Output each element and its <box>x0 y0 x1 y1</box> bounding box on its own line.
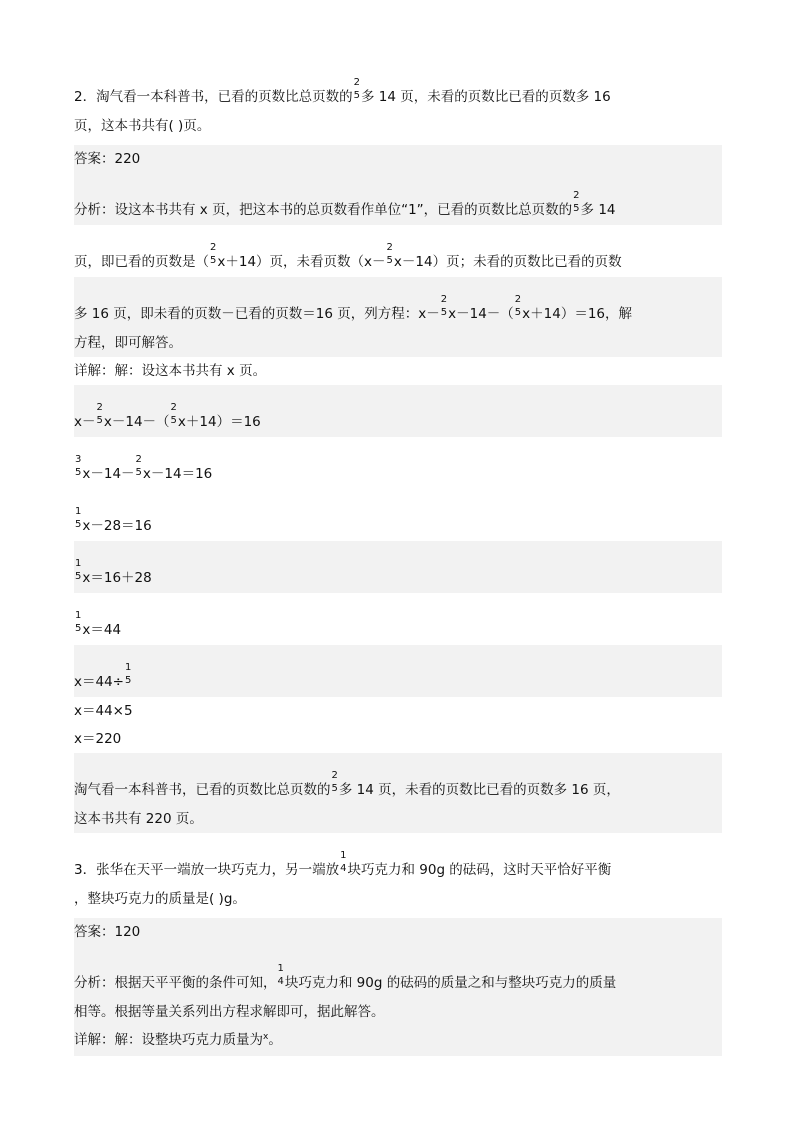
document-page <box>74 60 722 1056</box>
text: x－14）页；未看的页数比已看的页数 <box>393 254 622 270</box>
text: x＋14）页，未看页数（x－ <box>217 254 386 270</box>
fraction-two-fifths: 2 5 <box>440 294 448 318</box>
text: 多 14 页，未看的页数比已看的页数多 16 页， <box>338 782 620 798</box>
question-2-line-2: 页，这本书共有( )页。 <box>74 118 211 134</box>
text: x－ <box>74 414 96 430</box>
equation-step-1 <box>74 385 722 437</box>
equation-step-3 <box>74 489 722 541</box>
analysis-line-4: 方程，即可解答。 <box>74 329 722 357</box>
text: 页，即已看的页数是（ <box>74 254 209 270</box>
analysis-line-2 <box>74 225 722 277</box>
equation-step-2 <box>74 437 722 489</box>
answer: 答案：220 <box>74 145 722 173</box>
fraction-two-fifths: 2 5 <box>331 770 338 794</box>
fraction-one-fifth: 1 5 <box>75 610 82 634</box>
text: x＝16＋28 <box>82 570 152 586</box>
text: 详解：解：设整块巧克力质量为 <box>74 1032 263 1048</box>
text: 分析：设这本书共有 x 页，把这本书的总页数看作单位“1”，已看的页数比总页数的 <box>74 202 573 218</box>
text: 块巧克力和 90g 的砝码，这时天平恰好平衡 <box>347 862 612 878</box>
text: 。 <box>268 1032 282 1048</box>
detail-heading: 详解：解：设这本书共有 x 页。 <box>74 363 267 379</box>
q3-analysis-line-1 <box>74 946 722 998</box>
fraction-one-quarter: 1 4 <box>277 963 284 987</box>
equation-step-5 <box>74 593 722 645</box>
fraction-one-fifth: 1 5 <box>75 558 82 582</box>
text: 淘气看一本科普书，已看的页数比总页数的 <box>74 782 331 798</box>
text: 多 14 页，未看的页数比已看的页数多 16 <box>360 89 611 105</box>
text: x－14－ <box>82 466 135 482</box>
text: x－14－（ <box>448 306 514 322</box>
fraction-two-fifths: 2 5 <box>135 454 142 478</box>
fraction-three-fifths: 3 5 <box>75 454 82 478</box>
fraction-one-fifth: 1 5 <box>124 662 132 686</box>
text: 3．张华在天平一端放一块巧克力，另一端放 <box>74 862 340 878</box>
equation-step-7: x＝44×5 <box>74 703 133 719</box>
fraction-two-fifths: 2 5 <box>210 242 217 266</box>
fraction-two-fifths: 2 5 <box>573 190 580 214</box>
fraction-one-quarter: 1 4 <box>340 850 347 874</box>
fraction-two-fifths: 2 5 <box>353 77 360 101</box>
answer: 答案：120 <box>74 918 722 946</box>
text: x＋14）＝16，解 <box>522 306 633 322</box>
question-2-line-1 <box>74 60 722 112</box>
text: x－14－（ <box>103 414 170 430</box>
text: x－14＝16 <box>142 466 213 482</box>
text: x－28＝16 <box>82 518 152 534</box>
analysis-line-3 <box>74 277 722 329</box>
fraction-two-fifths: 2 5 <box>170 402 177 426</box>
equation-step-8: x＝220 <box>74 731 122 747</box>
text: x＋14）＝16 <box>177 414 261 430</box>
equation-step-4 <box>74 541 722 593</box>
conclusion-line-2: 这本书共有 220 页。 <box>74 805 722 833</box>
fraction-two-fifths: 2 5 <box>514 294 522 318</box>
text: 多 16 页，即未看的页数－已看的页数＝16 页，列方程：x－ <box>74 306 440 322</box>
text: 块巧克力和 90g 的砝码的质量之和与整块巧克力的质量 <box>284 975 617 991</box>
question-3-line-1 <box>74 833 722 885</box>
q3-detail <box>74 1026 722 1056</box>
analysis-line-1 <box>74 173 722 225</box>
text: x＝44 <box>82 622 122 638</box>
text: 多 14 <box>580 202 616 218</box>
fraction-two-fifths: 2 5 <box>386 242 393 266</box>
text: 分析：根据天平平衡的条件可知， <box>74 975 277 991</box>
text: 2．淘气看一本科普书，已看的页数比总页数的 <box>74 89 353 105</box>
conclusion-line-1 <box>74 753 722 805</box>
q3-analysis-line-2: 相等。根据等量关系列出方程求解即可，据此解答。 <box>74 998 722 1026</box>
question-3-line-2: ，整块巧克力的质量是( )g。 <box>74 891 246 907</box>
fraction-two-fifths: 2 5 <box>96 402 103 426</box>
fraction-one-fifth: 1 5 <box>75 506 82 530</box>
equation-step-6 <box>74 645 722 697</box>
text: x＝44÷ <box>74 674 124 690</box>
variable-x: x <box>263 1032 269 1042</box>
